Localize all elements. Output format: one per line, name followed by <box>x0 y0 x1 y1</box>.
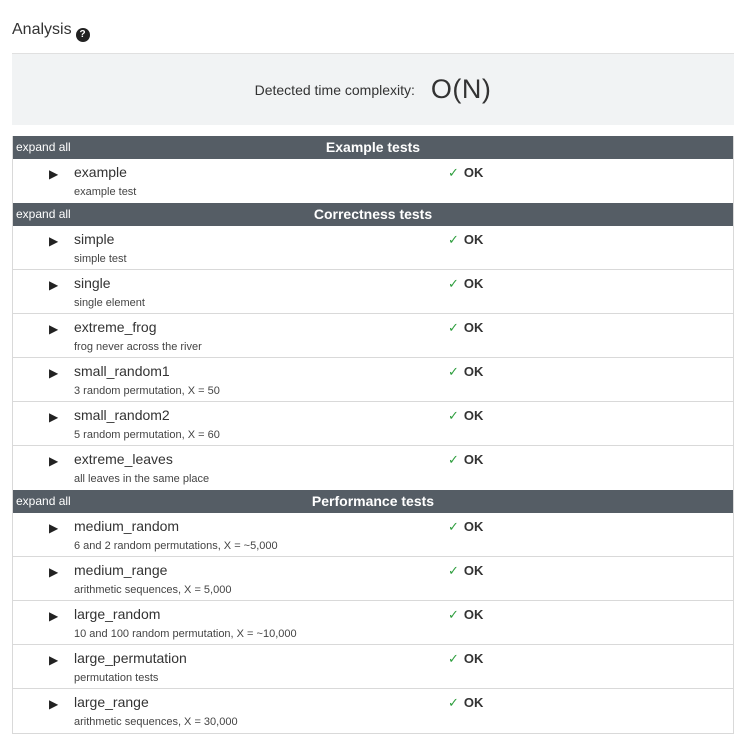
status-label: OK <box>463 563 484 578</box>
test-row[interactable] <box>13 226 733 270</box>
test-row[interactable] <box>13 358 733 402</box>
test-name: large_random <box>74 606 161 622</box>
test-description: 3 random permutation, X = 50 <box>74 385 220 397</box>
expand-arrow-icon[interactable]: ▶ <box>49 410 59 424</box>
test-name: small_random2 <box>74 407 170 423</box>
analysis-header <box>12 20 90 40</box>
test-row[interactable] <box>13 402 733 446</box>
group-header <box>13 203 733 226</box>
test-status <box>448 519 483 535</box>
expand-arrow-icon[interactable]: ▶ <box>49 653 59 667</box>
test-description: 6 and 2 random permutations, X = ~5,000 <box>74 540 278 552</box>
expand-arrow-icon[interactable]: ▶ <box>49 167 59 181</box>
test-description: permutation tests <box>74 672 159 684</box>
test-description: 10 and 100 random permutation, X = ~10,000 <box>74 628 297 640</box>
check-icon: ✓ <box>448 695 459 710</box>
test-name: extreme_frog <box>74 319 157 335</box>
test-row[interactable] <box>13 645 733 689</box>
test-description: arithmetic sequences, X = 5,000 <box>74 584 232 596</box>
test-status <box>448 452 483 468</box>
complexity-panel <box>12 53 734 125</box>
expand-arrow-icon[interactable]: ▶ <box>49 697 59 711</box>
group-header <box>13 490 733 513</box>
test-row[interactable] <box>13 159 733 203</box>
complexity-value: O(N) <box>430 74 492 104</box>
expand-arrow-icon[interactable]: ▶ <box>49 366 59 380</box>
status-label: OK <box>463 519 484 534</box>
expand-all-link[interactable]: expand all <box>16 140 71 154</box>
check-icon: ✓ <box>448 563 459 578</box>
test-status <box>448 364 483 380</box>
test-name: large_permutation <box>74 650 187 666</box>
check-icon: ✓ <box>448 320 459 335</box>
status-label: OK <box>463 408 484 423</box>
test-results-table <box>12 136 734 734</box>
test-name: large_range <box>74 694 149 710</box>
test-row[interactable] <box>13 601 733 645</box>
analysis-title: Analysis <box>12 21 72 38</box>
check-icon: ✓ <box>448 651 459 666</box>
test-name: single <box>74 275 111 291</box>
expand-arrow-icon[interactable]: ▶ <box>49 609 59 623</box>
test-status <box>448 165 483 181</box>
check-icon: ✓ <box>448 607 459 622</box>
test-name: medium_range <box>74 562 168 578</box>
test-status <box>448 607 483 623</box>
status-label: OK <box>463 364 484 379</box>
status-label: OK <box>463 320 484 335</box>
status-label: OK <box>463 651 484 666</box>
test-row[interactable] <box>13 314 733 358</box>
test-status <box>448 651 483 667</box>
status-label: OK <box>463 276 484 291</box>
complexity-label: Detected time complexity: <box>254 81 415 98</box>
group-title: Example tests <box>325 139 421 155</box>
group-title: Correctness tests <box>313 206 433 222</box>
check-icon: ✓ <box>448 408 459 423</box>
expand-arrow-icon[interactable]: ▶ <box>49 278 59 292</box>
test-name: simple <box>74 231 115 247</box>
test-status <box>448 232 483 248</box>
check-icon: ✓ <box>448 519 459 534</box>
test-description: single element <box>74 297 145 309</box>
test-row[interactable] <box>13 689 733 733</box>
test-name: extreme_leaves <box>74 451 173 467</box>
expand-all-link[interactable]: expand all <box>16 494 71 508</box>
test-name: medium_random <box>74 518 180 534</box>
group-header <box>13 136 733 159</box>
test-description: example test <box>74 186 137 198</box>
status-label: OK <box>463 165 484 180</box>
check-icon: ✓ <box>448 232 459 247</box>
group-title: Performance tests <box>311 493 435 509</box>
status-label: OK <box>463 232 484 247</box>
test-description: simple test <box>74 253 127 265</box>
test-status <box>448 563 483 579</box>
status-label: OK <box>463 695 484 710</box>
test-description: arithmetic sequences, X = 30,000 <box>74 716 238 728</box>
test-status <box>448 276 483 292</box>
test-status <box>448 408 483 424</box>
expand-arrow-icon[interactable]: ▶ <box>49 234 59 248</box>
test-row[interactable] <box>13 446 733 490</box>
test-description: frog never across the river <box>74 341 202 353</box>
expand-all-link[interactable]: expand all <box>16 207 71 221</box>
test-status <box>448 320 483 336</box>
status-label: OK <box>463 452 484 467</box>
help-icon[interactable]: ? <box>76 28 90 42</box>
test-row[interactable] <box>13 557 733 601</box>
check-icon: ✓ <box>448 452 459 467</box>
check-icon: ✓ <box>448 165 459 180</box>
test-name: small_random1 <box>74 363 170 379</box>
status-label: OK <box>463 607 484 622</box>
test-row[interactable] <box>13 513 733 557</box>
check-icon: ✓ <box>448 276 459 291</box>
test-description: 5 random permutation, X = 60 <box>74 429 220 441</box>
test-description: all leaves in the same place <box>74 473 210 485</box>
test-row[interactable] <box>13 270 733 314</box>
test-status <box>448 695 483 711</box>
expand-arrow-icon[interactable]: ▶ <box>49 454 59 468</box>
check-icon: ✓ <box>448 364 459 379</box>
expand-arrow-icon[interactable]: ▶ <box>49 322 59 336</box>
expand-arrow-icon[interactable]: ▶ <box>49 565 59 579</box>
test-name: example <box>74 164 127 180</box>
expand-arrow-icon[interactable]: ▶ <box>49 521 59 535</box>
